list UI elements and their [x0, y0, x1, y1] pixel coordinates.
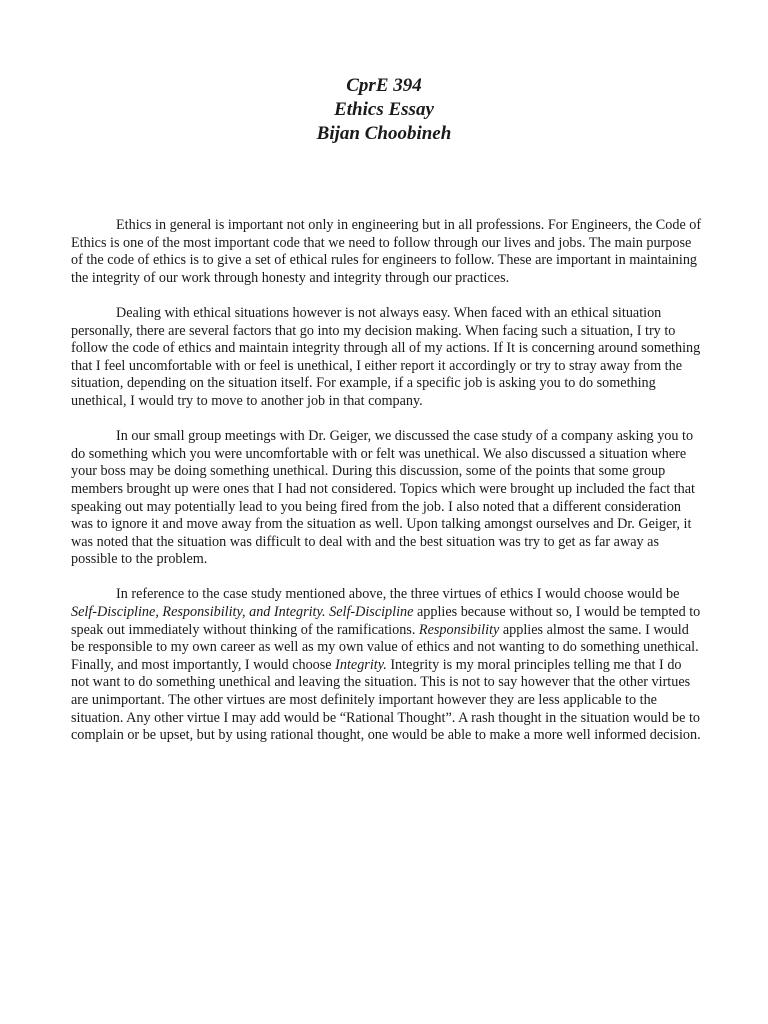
p4-integrity: Integrity. — [335, 656, 387, 673]
essay-body — [71, 217, 703, 762]
paragraph-1: Ethics in general is important not only in engineering but in all professions. For Engineers, the Code of Ethics is one of the most important code that we need to follow through our lives and jobs. The main purpose of the code of ethics is to give a set of ethical rules for engineers to follow. These are important in maintaining the integrity of our work through honesty and integrity through our practices. — [71, 217, 702, 286]
p4-responsibility: Responsibility — [418, 621, 500, 638]
paragraph-2: Dealing with ethical situations however is not always easy. When faced with an ethical situation personally, there are several factors that go into my decision making. When facing such a situation, I try to follow the code of ethics and maintain integrity through all of my actions. If It is concerning around something that I feel uncomfortable with or feel is unethical, I either report it accordingly or try to stray away from the situation, depending on the situation itself. For example, if a specific job is asking you to do something unethical, I would try to move to another job in that company. — [71, 304, 701, 409]
p4-text-5: Integrity is my moral principles telling me that I do not want to do something unethical and leaving the situation. This is not to say however that the other virtues are unimportant. The other virtues are most definitely important however they are less applicable to the situation. Any other virtue I may add would be “Rational Thought”. A rash thought in the situation would be to complain or be upset, but by using rational thought, one would be able to make a more well informed decision. — [71, 656, 701, 744]
paragraph-3: In our small group meetings with Dr. Geiger, we discussed the case study of a company asking you to do something which you were uncomfortable with or felt was unethical. We also discussed a situation where your boss may be doing something unethical. During this discussion, some of the points that some group members brought up were ones that I had not considered. Topics which were brought up included the fact that speaking out may potentially lead to you being fired from the job. I also noted that a different consideration was to ignore it and move away from the situation as well. Upon talking amongst ourselves and Dr. Geiger, it was noted that the situation was difficult to deal with and the best situation was try to get as far away as possible to the problem. — [71, 428, 695, 568]
p4-text-3: applies because without so, I would be tempted to speak out immediately without thinking of the ramifications. — [71, 604, 701, 638]
document-header — [0, 74, 768, 146]
p4-text-1: In reference to the case study mentioned above, the three virtues of ethics I would choose would be — [116, 586, 680, 603]
course-code: CprE 394 — [346, 75, 422, 96]
p4-text-4: applies almost the same. I would be responsible to my own career as well as my own value of ethics and not wanting to do something unethical. Finally, and most importantly, I would choose — [71, 621, 699, 673]
p4-self-discipline: Self-Discipline — [329, 604, 414, 621]
paragraph-4 — [71, 586, 703, 744]
p4-virtues: Self-Discipline, Responsibility, and Integrity. — [71, 604, 326, 621]
author-name: Bijan Choobineh — [316, 123, 452, 144]
document-title: Ethics Essay — [334, 99, 434, 120]
